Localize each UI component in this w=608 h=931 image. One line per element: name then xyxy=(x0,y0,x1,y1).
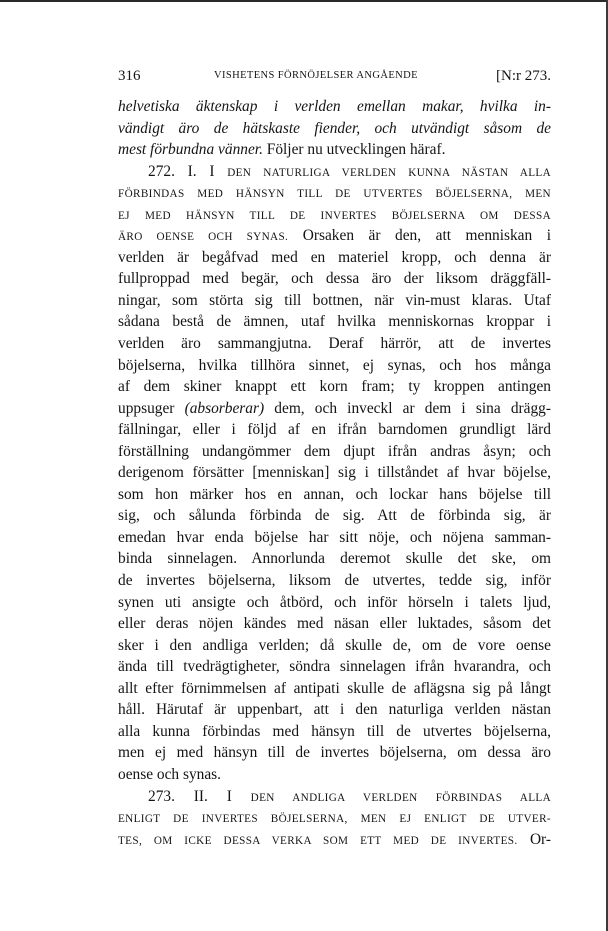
text-line xyxy=(118,311,551,333)
text-line xyxy=(118,161,551,183)
text-line xyxy=(118,656,551,678)
text-segment: af dem skiner knappt ett korn fram; ty kroppen antingen xyxy=(118,378,551,396)
italic-text: helvetiska äktenskap i verlden emellan makar, hvilka in- xyxy=(118,98,551,115)
text-segment: synen uti ansigte och åtbörd, och inför hörseln i talets ljud, xyxy=(118,593,551,611)
text-line xyxy=(118,290,551,312)
small-caps-text: DEN ANDLIGA VERLDEN FÖRBINDAS ALLA xyxy=(250,791,552,804)
text-line xyxy=(118,462,551,484)
text-line xyxy=(118,699,551,721)
text-line xyxy=(118,570,551,592)
text-segment: sig, och sålunda förbinda de sig. Att de förbinda sig, är xyxy=(118,507,551,525)
small-caps-text: ÄRO OENSE OCH SYNAS. xyxy=(118,231,289,244)
text-line xyxy=(118,96,551,118)
text-line xyxy=(118,829,551,851)
text-line xyxy=(118,505,551,527)
text-segment: ända till tvedrägtigheter, söndra sinnelagen ifrån hvarandra, och xyxy=(118,658,551,676)
text-line xyxy=(118,484,551,506)
text-line xyxy=(118,204,551,226)
text-segment: verlden är begåfvad med en materiel kropp, och denna är xyxy=(118,248,551,266)
text-segment: emedan hvar enda böjelse har sitt nöje, och nöjena samman- xyxy=(118,528,551,546)
text-segment: binda sinnelagen. Annorlunda deremot skulle det ske, om xyxy=(118,550,551,568)
small-caps-text: FÖRBINDAS MED HÄNSYN TILL DE UTVERTES BÖJELSERNA, MEN xyxy=(118,188,551,201)
text-line xyxy=(118,333,551,355)
text-segment: böjelserna, hvilka tillhöra sinnet, ej synas, och hos många xyxy=(118,356,551,374)
text-line xyxy=(118,225,551,247)
text-segment: de invertes böjelserna, liksom de utvertes, tedde sig, inför xyxy=(118,572,551,590)
text-segment: Följer nu utvecklingen häraf. xyxy=(262,141,446,159)
text-segment: men ej med hänsyn till de invertes böjelserna, om dessa äro xyxy=(118,744,551,762)
text-line xyxy=(118,398,551,420)
text-line xyxy=(118,764,551,786)
text-segment: derigenom försätter [menniskan] sig i tillståndet af hvar böjelse, xyxy=(118,464,551,482)
text-segment: dem, och inveckl ar dem i sina drägg- xyxy=(264,399,551,417)
text-segment: uppsuger xyxy=(118,399,185,417)
italic-text: (absorberar) xyxy=(184,399,265,417)
text-line xyxy=(118,635,551,657)
small-caps-text: DEN NATURLIGA VERLDEN KUNNA NÄSTAN ALLA xyxy=(227,166,552,179)
text-segment: Orsaken är den, att menniskan i xyxy=(288,227,551,245)
text-segment: sådana bestå de ämnen, utaf hvilka menniskornas kroppar i xyxy=(118,313,551,331)
text-line xyxy=(118,247,551,269)
text-segment: förställning undangömmer dem djupt ifrån andras åsyn; och xyxy=(118,442,551,460)
running-title: VISHETENS FÖRNÖJELSER ANGÅENDE xyxy=(214,70,418,81)
scan-edge-top xyxy=(0,0,608,2)
page-header xyxy=(118,68,551,88)
text-segment: verlden äro sammangjutna. Deraf härrör, att de invertes xyxy=(118,335,551,353)
text-line xyxy=(118,548,551,570)
text-segment: fällningar, eller i följd af en ifrån barndomen grundligt lärd xyxy=(118,421,551,439)
text-segment: håll. Härutaf är uppenbart, att i den naturliga verlden nästan xyxy=(118,701,551,719)
text-line xyxy=(118,182,551,204)
text-line xyxy=(118,786,551,808)
text-segment: sker i den andliga verlden; då skulle de, om de vore oense xyxy=(118,636,551,654)
italic-text: mest förbundna vänner. xyxy=(118,141,263,159)
body-text xyxy=(118,96,551,850)
text-segment: 273. II. I xyxy=(148,787,251,805)
section-reference: [N:r 273. xyxy=(496,68,551,84)
text-line xyxy=(118,268,551,290)
text-line xyxy=(118,419,551,441)
text-line xyxy=(118,441,551,463)
text-segment: ningar, som störta sig till bottnen, när vin-must klaras. Utaf xyxy=(118,291,551,309)
text-segment: 272. I. I xyxy=(148,162,228,180)
small-caps-text: ENLIGT DE INVERTES BÖJELSERNA, MEN EJ ENLIGT DE UTVER- xyxy=(118,813,551,826)
text-segment: allt efter förnimmelsen af antipati skulle de aflägsna sig på långt xyxy=(118,679,551,697)
text-line xyxy=(118,742,551,764)
text-line xyxy=(118,139,551,161)
text-line xyxy=(118,807,551,829)
page-number: 316 xyxy=(118,68,141,84)
small-caps-text: EJ MED HÄNSYN TILL DE INVERTES BÖJELSERNA OM DESSA xyxy=(118,209,551,222)
small-caps-text: TES, OM ICKE DESSA VERKA SOM ETT MED DE INVERTES. xyxy=(118,834,518,847)
text-segment: oense och synas. xyxy=(118,765,222,783)
text-line xyxy=(118,592,551,614)
text-line xyxy=(118,527,551,549)
text-line xyxy=(118,721,551,743)
text-segment: Or- xyxy=(517,830,551,848)
text-segment: alla kunna förbindas med hänsyn till de utvertes böjelserna, xyxy=(118,722,551,740)
text-line xyxy=(118,613,551,635)
text-line xyxy=(118,678,551,700)
text-segment: eller deras nöjen kändes med näsan eller luktades, såsom det xyxy=(118,615,551,633)
text-line xyxy=(118,355,551,377)
text-segment: som hon märker hos en annan, och lockar hans böjelse till xyxy=(118,485,551,503)
italic-text: vändigt äro de hätskaste fiender, och utvändigt såsom de xyxy=(118,119,551,137)
text-line xyxy=(118,376,551,398)
text-segment: fullproppad med begär, och dessa äro der liksom dräggfäll- xyxy=(118,270,551,288)
text-line xyxy=(118,118,551,140)
